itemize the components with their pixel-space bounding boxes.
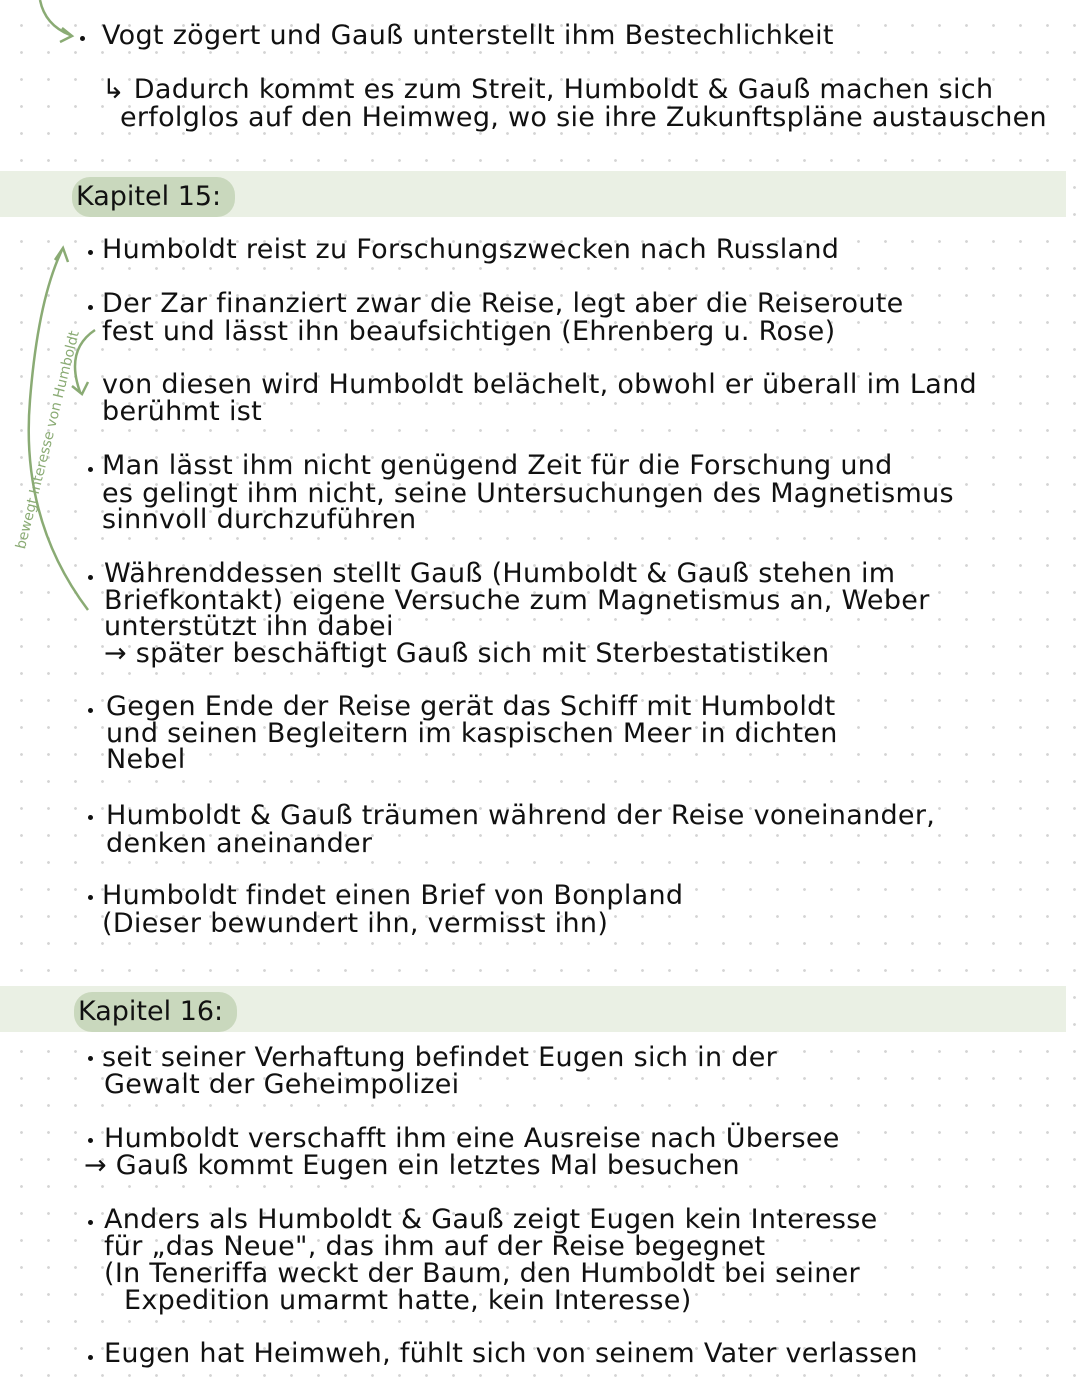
- bullet: [88, 1220, 93, 1225]
- text-line: erfolglos auf den Heimweg, wo sie ihre Zukunftspläne austauschen: [120, 102, 1047, 133]
- text-line: Anders als Humboldt & Gauß zeigt Eugen kein Interesse: [104, 1204, 878, 1235]
- text-line: von diesen wird Humboldt belächelt, obwohl er überall im Land: [102, 369, 977, 400]
- bullet: [88, 305, 93, 310]
- text-line: denken aneinander: [106, 828, 373, 859]
- text-line: → später beschäftigt Gauß sich mit Sterbestatistiken: [104, 638, 830, 669]
- text-line: sinnvoll durchzuführen: [102, 504, 417, 535]
- text-line: Humboldt reist zu Forschungszwecken nach Russland: [102, 234, 840, 265]
- text-line: berühmt ist: [102, 396, 263, 427]
- text-line: unterstützt ihn dabei: [104, 611, 394, 642]
- text-line: für „das Neue", das ihm auf der Reise begegnet: [104, 1231, 766, 1262]
- text-line: Humboldt findet einen Brief von Bonpland: [102, 880, 684, 911]
- text-line: Gegen Ende der Reise gerät das Schiff mit Humboldt: [106, 691, 836, 722]
- text-line: Expedition umarmt hatte, kein Interesse): [124, 1285, 692, 1316]
- bullet: [88, 1056, 93, 1061]
- text-line: (Dieser bewundert ihn, vermisst ihn): [102, 908, 609, 939]
- bullet: [88, 708, 93, 713]
- text-line: ↳ Dadurch kommt es zum Streit, Humboldt & Gauß machen sich: [102, 74, 994, 105]
- text-line: Eugen hat Heimweh, fühlt sich von seinem Vater verlassen: [104, 1338, 918, 1369]
- text-line: Währenddessen stellt Gauß (Humboldt & Gauß stehen im: [104, 558, 896, 589]
- text-line: fest und lässt ihn beaufsichtigen (Ehrenberg u. Rose): [102, 316, 836, 347]
- side-note: bewegt Interesse von Humboldt: [13, 329, 83, 551]
- text-line: Humboldt verschafft ihm eine Ausreise nach Übersee: [104, 1123, 840, 1154]
- text-line: (In Teneriffa weckt der Baum, den Humboldt bei seiner: [104, 1258, 860, 1289]
- text-line: seit seiner Verhaftung befindet Eugen sich in der: [102, 1042, 778, 1073]
- text-line: Humboldt & Gauß träumen während der Reise voneinander,: [106, 800, 936, 831]
- text-line: Gewalt der Geheimpolizei: [104, 1069, 460, 1100]
- bullet: [88, 1138, 93, 1143]
- bullet: [88, 250, 93, 255]
- bullet: [80, 36, 85, 41]
- text-line: Der Zar finanziert zwar die Reise, legt aber die Reiseroute: [102, 288, 904, 319]
- text-line: und seinen Begleitern im kaspischen Meer in dichten: [106, 718, 838, 749]
- bullet: [88, 1355, 93, 1360]
- text-line: Nebel: [106, 744, 186, 775]
- bullet: [88, 467, 93, 472]
- bullet: [88, 575, 93, 580]
- text-line: Man lässt ihm nicht genügend Zeit für die Forschung und: [102, 450, 893, 481]
- text-line: es gelingt ihm nicht, seine Untersuchungen des Magnetismus: [102, 478, 954, 509]
- text-line: Briefkontakt) eigene Versuche zum Magnetismus an, Weber: [104, 585, 930, 616]
- text-line: → Gauß kommt Eugen ein letztes Mal besuchen: [84, 1150, 740, 1181]
- chapter-title: Kapitel 16:: [74, 992, 237, 1032]
- chapter-title: Kapitel 15:: [72, 177, 235, 217]
- text-line: Vogt zögert und Gauß unterstellt ihm Bestechlichkeit: [102, 20, 834, 51]
- bullet: [88, 815, 93, 820]
- bullet: [88, 895, 93, 900]
